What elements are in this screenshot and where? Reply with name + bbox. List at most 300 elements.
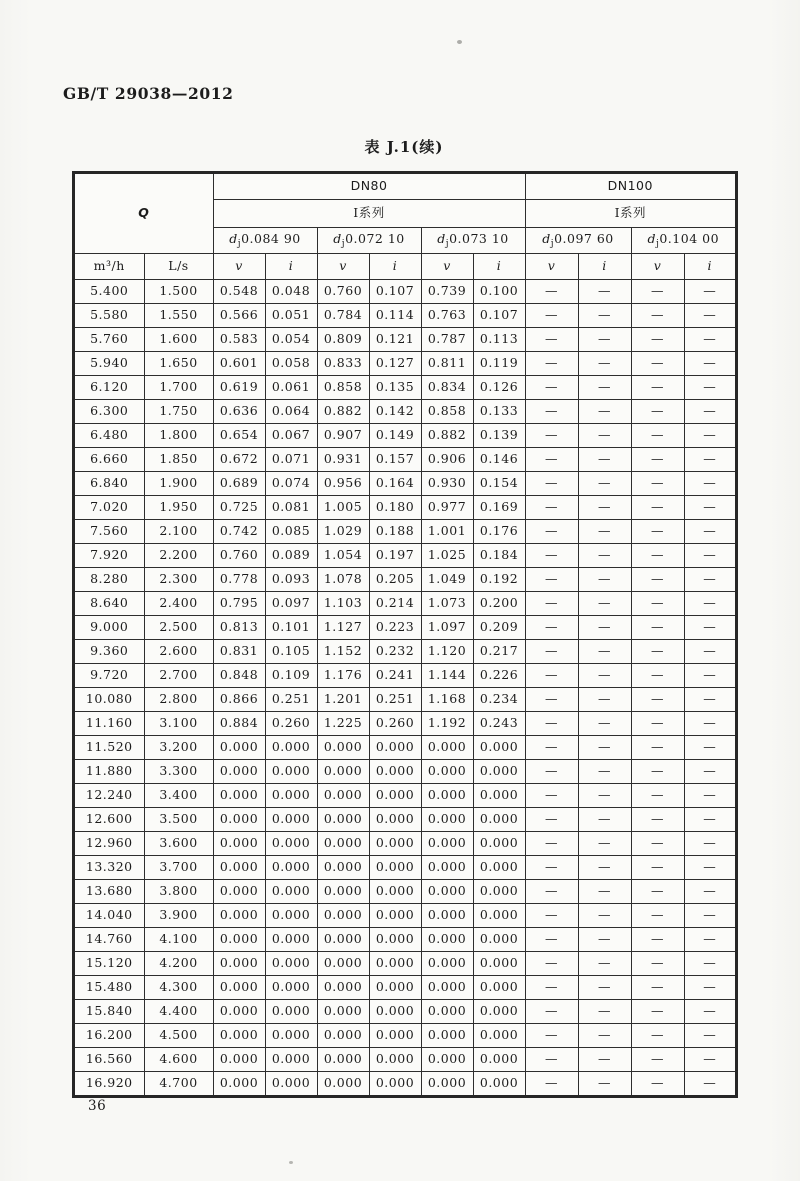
table-cell: 0.000	[317, 1024, 369, 1048]
table-cell: 1.850	[144, 448, 213, 472]
table-cell: —	[631, 1024, 684, 1048]
table-cell: —	[578, 640, 631, 664]
table-cell: 0.672	[213, 448, 265, 472]
table-cell: 0.784	[317, 304, 369, 328]
table-cell: 0.000	[317, 736, 369, 760]
table-cell: —	[631, 544, 684, 568]
table-cell: 1.049	[421, 568, 473, 592]
table-cell: —	[684, 544, 736, 568]
table-cell: 0.081	[265, 496, 317, 520]
table-cell: —	[525, 640, 578, 664]
table-cell: —	[578, 304, 631, 328]
table-cell: 0.000	[317, 880, 369, 904]
table-cell: —	[525, 328, 578, 352]
table-cell: 2.800	[144, 688, 213, 712]
table-title: 表 J.1(续)	[364, 138, 444, 156]
table-cell: 0.101	[265, 616, 317, 640]
headloss-header-cell: i	[369, 254, 421, 280]
table-cell: —	[684, 616, 736, 640]
table-cell: —	[631, 1072, 684, 1097]
table-cell: 0.251	[369, 688, 421, 712]
table-cell: 0.107	[473, 304, 525, 328]
headloss-header-cell: i	[578, 254, 631, 280]
table-cell: 0.000	[317, 976, 369, 1000]
table-cell: 0.114	[369, 304, 421, 328]
table-cell: 0.000	[421, 976, 473, 1000]
table-cell: 1.029	[317, 520, 369, 544]
table-cell: —	[525, 1024, 578, 1048]
table-cell: 1.750	[144, 400, 213, 424]
table-cell: 0.093	[265, 568, 317, 592]
table-cell: 11.520	[74, 736, 144, 760]
table-cell: 0.000	[213, 1024, 265, 1048]
table-cell: 3.400	[144, 784, 213, 808]
table-cell: —	[684, 400, 736, 424]
table-cell: 7.560	[74, 520, 144, 544]
table-cell: 0.760	[213, 544, 265, 568]
table-cell: 0.209	[473, 616, 525, 640]
table-cell: —	[631, 688, 684, 712]
table-cell: 0.097	[265, 592, 317, 616]
table-cell: 2.600	[144, 640, 213, 664]
table-cell: 0.000	[473, 952, 525, 976]
table-row	[74, 736, 736, 760]
table-cell: 0.074	[265, 472, 317, 496]
table-cell: 0.139	[473, 424, 525, 448]
table-cell: —	[684, 952, 736, 976]
table-cell: —	[631, 712, 684, 736]
table-cell: 0.154	[473, 472, 525, 496]
table-cell: 0.000	[421, 928, 473, 952]
table-row	[74, 592, 736, 616]
table-cell: 1.550	[144, 304, 213, 328]
table-cell: —	[578, 760, 631, 784]
table-cell: 0.000	[265, 808, 317, 832]
table-row	[74, 328, 736, 352]
table-cell: 13.680	[74, 880, 144, 904]
table-cell: 0.906	[421, 448, 473, 472]
table-cell: 0.184	[473, 544, 525, 568]
table-cell: —	[684, 784, 736, 808]
table-cell: —	[525, 712, 578, 736]
table-cell: 0.000	[369, 880, 421, 904]
table-cell: —	[631, 808, 684, 832]
dn100-header-cell: DN100	[525, 173, 736, 200]
table-cell: 0.000	[369, 736, 421, 760]
data-table	[73, 172, 737, 1097]
table-cell: —	[684, 592, 736, 616]
table-cell: —	[525, 400, 578, 424]
table-cell: 0.000	[369, 1024, 421, 1048]
table-cell: —	[684, 1048, 736, 1072]
table-cell: —	[684, 424, 736, 448]
table-cell: 0.000	[265, 760, 317, 784]
table-cell: —	[684, 304, 736, 328]
table-row	[74, 376, 736, 400]
table-row	[74, 280, 736, 304]
table-row	[74, 904, 736, 928]
table-cell: 0.000	[265, 832, 317, 856]
table-cell: 1.103	[317, 592, 369, 616]
table-cell: —	[684, 1072, 736, 1097]
table-cell: 0.000	[213, 856, 265, 880]
table-cell: 0.149	[369, 424, 421, 448]
table-cell: 0.809	[317, 328, 369, 352]
table-cell: 0.848	[213, 664, 265, 688]
table-cell: 0.000	[265, 952, 317, 976]
table-cell: 0.121	[369, 328, 421, 352]
table-cell: —	[525, 496, 578, 520]
table-cell: 8.280	[74, 568, 144, 592]
table-cell: 0.831	[213, 640, 265, 664]
table-cell: 0.241	[369, 664, 421, 688]
table-cell: 0.105	[265, 640, 317, 664]
diameter-header-cell: $d_j0.084$ 90	[213, 228, 317, 254]
table-cell: —	[631, 832, 684, 856]
table-cell: 0.866	[213, 688, 265, 712]
table-row	[74, 688, 736, 712]
table-cell: 4.400	[144, 1000, 213, 1024]
table-row	[74, 952, 736, 976]
table-cell: 0.548	[213, 280, 265, 304]
table-cell: 0.260	[265, 712, 317, 736]
table-cell: —	[578, 1072, 631, 1097]
table-cell: —	[578, 1048, 631, 1072]
table-cell: 1.650	[144, 352, 213, 376]
table-cell: 0.000	[421, 1000, 473, 1024]
headloss-header-cell: i	[473, 254, 525, 280]
table-cell: 0.119	[473, 352, 525, 376]
table-cell: 0.000	[421, 760, 473, 784]
table-cell: 1.500	[144, 280, 213, 304]
table-cell: —	[631, 1048, 684, 1072]
table-cell: 0.000	[317, 856, 369, 880]
table-cell: 3.800	[144, 880, 213, 904]
velocity-header-cell: v	[525, 254, 578, 280]
table-cell: —	[578, 544, 631, 568]
table-cell: —	[578, 904, 631, 928]
table-cell: —	[578, 472, 631, 496]
table-cell: 3.700	[144, 856, 213, 880]
table-cell: —	[578, 400, 631, 424]
table-row	[74, 856, 736, 880]
scan-speck-icon	[457, 40, 462, 44]
table-cell: 15.480	[74, 976, 144, 1000]
table-cell: —	[631, 520, 684, 544]
table-cell: 0.000	[421, 904, 473, 928]
table-cell: —	[525, 376, 578, 400]
table-cell: 2.200	[144, 544, 213, 568]
table-cell: 9.720	[74, 664, 144, 688]
table-row	[74, 1000, 736, 1024]
table-cell: 13.320	[74, 856, 144, 880]
table-cell: 0.000	[213, 736, 265, 760]
table-cell: 0.000	[369, 904, 421, 928]
table-cell: 6.840	[74, 472, 144, 496]
table-cell: 1.127	[317, 616, 369, 640]
table-cell: 0.689	[213, 472, 265, 496]
table-cell: 0.000	[473, 1072, 525, 1097]
table-cell: 0.000	[265, 784, 317, 808]
velocity-header-cell: v	[317, 254, 369, 280]
table-cell: 0.000	[421, 1048, 473, 1072]
table-cell: 0.214	[369, 592, 421, 616]
table-cell: —	[525, 808, 578, 832]
table-row	[74, 1072, 736, 1097]
table-cell: 0.566	[213, 304, 265, 328]
table-row	[74, 712, 736, 736]
table-cell: —	[578, 976, 631, 1000]
table-cell: 4.100	[144, 928, 213, 952]
table-cell: —	[631, 640, 684, 664]
table-cell: 0.000	[421, 832, 473, 856]
table-cell: 5.580	[74, 304, 144, 328]
table-cell: 0.000	[213, 952, 265, 976]
table-cell: —	[684, 1024, 736, 1048]
table-cell: —	[578, 424, 631, 448]
table-cell: —	[578, 880, 631, 904]
table-cell: 12.960	[74, 832, 144, 856]
table-cell: —	[631, 904, 684, 928]
table-cell: —	[631, 400, 684, 424]
table-cell: 3.300	[144, 760, 213, 784]
diameter-header-cell: $d_j0.073$ 10	[421, 228, 525, 254]
table-cell: —	[578, 952, 631, 976]
table-cell: —	[525, 688, 578, 712]
table-cell: 1.600	[144, 328, 213, 352]
table-cell: 0.126	[473, 376, 525, 400]
table-cell: 3.500	[144, 808, 213, 832]
table-cell: —	[631, 472, 684, 496]
table-cell: —	[631, 448, 684, 472]
table-cell: 10.080	[74, 688, 144, 712]
table-cell: —	[631, 760, 684, 784]
table-cell: 0.000	[369, 952, 421, 976]
table-cell: 0.232	[369, 640, 421, 664]
table-cell: —	[684, 904, 736, 928]
table-cell: 0.907	[317, 424, 369, 448]
table-cell: 0.931	[317, 448, 369, 472]
table-cell: —	[578, 712, 631, 736]
table-cell: 5.400	[74, 280, 144, 304]
table-cell: 0.000	[473, 856, 525, 880]
table-cell: —	[525, 784, 578, 808]
table-cell: 15.840	[74, 1000, 144, 1024]
table-cell: 4.300	[144, 976, 213, 1000]
table-cell: 0.000	[317, 784, 369, 808]
table-cell: —	[578, 520, 631, 544]
table-cell: —	[684, 568, 736, 592]
table-row	[74, 520, 736, 544]
table-cell: 2.700	[144, 664, 213, 688]
table-cell: —	[525, 1000, 578, 1024]
table-cell: 0.778	[213, 568, 265, 592]
table-cell: 0.107	[369, 280, 421, 304]
table-cell: —	[631, 976, 684, 1000]
table-cell: —	[578, 616, 631, 640]
table-cell: 0.217	[473, 640, 525, 664]
table-cell: 0.636	[213, 400, 265, 424]
table-cell: 4.500	[144, 1024, 213, 1048]
table-cell: 0.654	[213, 424, 265, 448]
table-cell: 1.800	[144, 424, 213, 448]
table-cell: —	[525, 736, 578, 760]
table-cell: —	[631, 736, 684, 760]
table-cell: 11.160	[74, 712, 144, 736]
table-cell: 0.000	[421, 784, 473, 808]
table-cell: 0.000	[369, 832, 421, 856]
unit-m3h-cell: m³/h	[74, 254, 144, 280]
table-cell: 0.100	[473, 280, 525, 304]
table-cell: 0.000	[213, 928, 265, 952]
table-cell: 1.025	[421, 544, 473, 568]
table-cell: 0.176	[473, 520, 525, 544]
table-cell: 1.005	[317, 496, 369, 520]
table-cell: —	[578, 784, 631, 808]
table-cell: 0.000	[213, 808, 265, 832]
table-cell: 0.000	[473, 880, 525, 904]
table-row	[74, 544, 736, 568]
table-row	[74, 928, 736, 952]
table-cell: —	[578, 1000, 631, 1024]
table-cell: —	[684, 976, 736, 1000]
table-cell: —	[525, 304, 578, 328]
table-cell: 0.205	[369, 568, 421, 592]
table-cell: —	[684, 640, 736, 664]
table-cell: 0.000	[213, 880, 265, 904]
table-cell: 0.763	[421, 304, 473, 328]
table-cell: 0.583	[213, 328, 265, 352]
table-cell: —	[631, 880, 684, 904]
table-cell: —	[684, 736, 736, 760]
table-cell: 0.051	[265, 304, 317, 328]
table-cell: —	[631, 424, 684, 448]
table-cell: 2.500	[144, 616, 213, 640]
table-cell: —	[631, 928, 684, 952]
table-cell: 1.054	[317, 544, 369, 568]
table-cell: 1.120	[421, 640, 473, 664]
table-cell: 1.144	[421, 664, 473, 688]
table-cell: 1.900	[144, 472, 213, 496]
table-cell: 1.073	[421, 592, 473, 616]
table-cell: 0.000	[473, 736, 525, 760]
table-cell: 0.260	[369, 712, 421, 736]
table-cell: 0.000	[421, 736, 473, 760]
table-cell: 0.884	[213, 712, 265, 736]
table-cell: —	[525, 352, 578, 376]
table-cell: 0.619	[213, 376, 265, 400]
table-cell: 1.078	[317, 568, 369, 592]
table-cell: 0.000	[369, 928, 421, 952]
table-cell: —	[525, 544, 578, 568]
q-header-cell: Q	[74, 173, 213, 254]
table-cell: 0.000	[265, 1000, 317, 1024]
table-cell: —	[684, 496, 736, 520]
table-cell: 0.000	[473, 904, 525, 928]
dn80-header-cell: DN80	[213, 173, 525, 200]
table-cell: 0.127	[369, 352, 421, 376]
table-cell: 0.000	[421, 856, 473, 880]
table-cell: —	[525, 472, 578, 496]
table-cell: 0.930	[421, 472, 473, 496]
table-cell: 0.226	[473, 664, 525, 688]
table-cell: —	[578, 1024, 631, 1048]
table-row	[74, 448, 736, 472]
table-cell: 0.000	[473, 976, 525, 1000]
table-cell: 0.085	[265, 520, 317, 544]
table-row	[74, 880, 736, 904]
table-cell: 0.000	[265, 928, 317, 952]
table-cell: 2.100	[144, 520, 213, 544]
table-cell: 0.197	[369, 544, 421, 568]
table-cell: 0.000	[213, 904, 265, 928]
table-cell: 2.300	[144, 568, 213, 592]
table-cell: —	[525, 664, 578, 688]
table-cell: 0.133	[473, 400, 525, 424]
table-cell: 16.200	[74, 1024, 144, 1048]
table-cell: —	[525, 880, 578, 904]
table-cell: 0.000	[317, 1048, 369, 1072]
table-cell: —	[631, 376, 684, 400]
table-cell: 4.200	[144, 952, 213, 976]
table-cell: —	[684, 856, 736, 880]
table-cell: 5.940	[74, 352, 144, 376]
table-cell: —	[578, 328, 631, 352]
table-cell: 0.109	[265, 664, 317, 688]
table-cell: —	[684, 712, 736, 736]
table-row	[74, 304, 736, 328]
table-cell: 0.000	[473, 784, 525, 808]
table-cell: —	[525, 424, 578, 448]
table-cell: 7.920	[74, 544, 144, 568]
table-cell: —	[684, 832, 736, 856]
table-row	[74, 424, 736, 448]
table-cell: 0.000	[473, 928, 525, 952]
velocity-header-cell: v	[421, 254, 473, 280]
table-cell: —	[631, 616, 684, 640]
table-cell: 0.858	[317, 376, 369, 400]
table-cell: —	[525, 280, 578, 304]
table-cell: 3.600	[144, 832, 213, 856]
table-cell: 0.000	[265, 1072, 317, 1097]
table-cell: —	[578, 808, 631, 832]
table-row	[74, 832, 736, 856]
table-row	[74, 400, 736, 424]
table-cell: —	[578, 856, 631, 880]
table-cell: —	[684, 328, 736, 352]
table-cell: 0.058	[265, 352, 317, 376]
table-cell: 6.120	[74, 376, 144, 400]
table-cell: —	[684, 448, 736, 472]
table-cell: —	[578, 592, 631, 616]
diameter-header-cell: $d_j0.072$ 10	[317, 228, 421, 254]
table-cell: 0.089	[265, 544, 317, 568]
table-cell: —	[578, 928, 631, 952]
table-cell: —	[684, 280, 736, 304]
table-cell: 0.054	[265, 328, 317, 352]
table-cell: 0.000	[317, 928, 369, 952]
table-row	[74, 616, 736, 640]
table-cell: 0.956	[317, 472, 369, 496]
table-body	[74, 280, 736, 1097]
table-cell: 0.000	[369, 760, 421, 784]
table-cell: 0.000	[213, 760, 265, 784]
table-cell: 0.725	[213, 496, 265, 520]
table-cell: —	[578, 568, 631, 592]
table-cell: 14.760	[74, 928, 144, 952]
table-cell: 9.360	[74, 640, 144, 664]
table-cell: 0.164	[369, 472, 421, 496]
